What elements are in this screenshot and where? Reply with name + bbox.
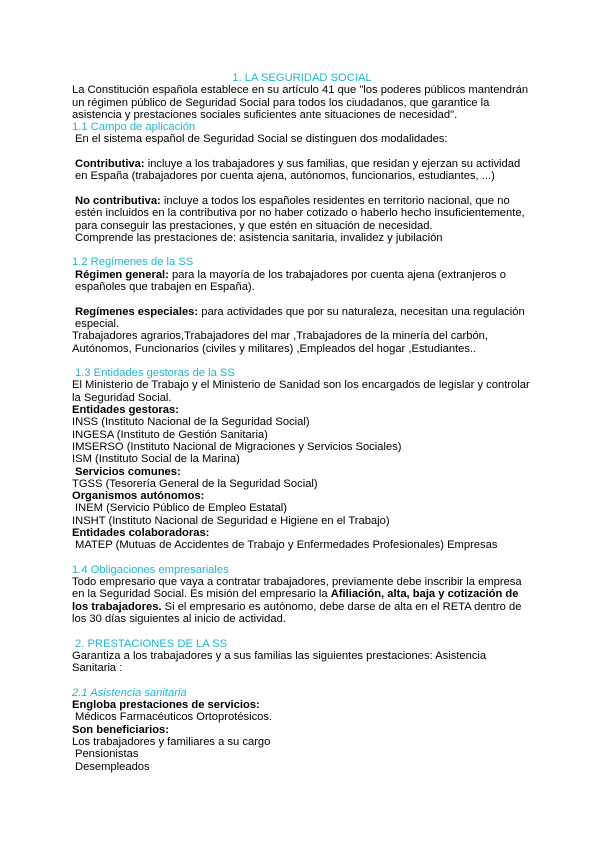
beneficiario-item: Desempleados <box>75 760 150 773</box>
document-title: 1. LA SEGURIDAD SOCIAL <box>232 72 372 84</box>
organismos-autonomos-label: Organismos autónomos: <box>72 490 205 503</box>
colaboradoras-item: MATEP (Mutuas de Accidentes de Trabajo y Enfermedades Profesionales) Empresas <box>75 539 498 552</box>
comprende-text: Comprende las prestaciones de: asistencia sanitaria, invalidez y jubilación <box>75 231 443 244</box>
contributiva-paragraph <box>72 158 532 183</box>
intro-paragraph: La Constitución española establece en su artículo 41 que "los poderes públicos mantendrán un régimen público de Seguridad Social para todos los ciudadanos, que garantice la asistencia y prestaciones sociales suficientes ante situaciones de necesidad". <box>72 84 529 121</box>
section-1-2-heading: 1.2 Regímenes de la SS <box>72 256 194 269</box>
gestora-item: ISM (Instituto Social de la Marina) <box>72 453 240 466</box>
document-page <box>72 72 532 773</box>
regimenes-especiales-label: Regímenes especiales: <box>75 305 199 318</box>
section-2-1-heading: 2.1 Asistencia sanitaria <box>72 686 187 699</box>
beneficiarios-label: Son beneficiarios: <box>72 723 169 736</box>
section-2-text: Garantiza a los trabajadores y a sus familias las siguientes prestaciones: Asistencia Sanitaria : <box>72 649 487 675</box>
no-contributiva-text: incluye a todos los españoles residentes en territorio nacional, que no estén incluidos en la contributiva por no haber cotizado o haberlo hecho insuficientemente, para conseguir las prestaciones, y que estén en situación de necesidad. <box>75 194 525 232</box>
servicios-comunes-label: Servicios comunes: <box>75 465 181 478</box>
no-contributiva-label: No contributiva: <box>75 194 161 207</box>
contributiva-label: Contributiva: <box>75 158 145 171</box>
gestoras-label: Entidades gestoras: <box>72 404 179 417</box>
contributiva-text: incluye a los trabajadores y sus familias, que residan y ejerzan su actividad en España (trabajadores por cuenta ajena, autónomos, funcionarios, estudiantes, ...) <box>75 158 521 183</box>
section-1-3-heading: 1.3 Entidades gestoras de la SS <box>75 367 235 380</box>
organismo-item: INSHT (Instituto Nacional de Seguridad e Higiene en el Trabajo) <box>72 514 390 527</box>
gestora-item: IMSERSO (Instituto Nacional de Migraciones y Servicios Sociales) <box>72 440 402 453</box>
entidades-colaboradoras-label: Entidades colaboradoras: <box>72 526 210 539</box>
regimen-general-text: para la mayoría de los trabajadores por cuenta ajena (extranjeros o españoles que trabajen en España). <box>75 268 506 294</box>
regimenes-especiales-text: para actividades que por su naturaleza, necesitan una regulación especial. <box>75 305 525 330</box>
section-1-1-heading: 1.1 Campo de aplicación <box>72 121 196 134</box>
section-1-4-heading: 1.4 Obligaciones empresariales <box>72 563 229 576</box>
engloba-item: Médicos Farmacéuticos Ortoprotésicos. <box>75 711 273 724</box>
section-1-1-text: En el sistema español de Seguridad Social se distinguen dos modalidades: <box>75 133 448 146</box>
section-2-heading: 2. PRESTACIONES DE LA SS <box>75 637 228 650</box>
beneficiario-item: Pensionistas <box>75 748 139 761</box>
obligaciones-text-1: Todo empresario que vaya a contratar trabajadores, previamente debe inscribir la empresa en la Seguridad Social. Es misión del empresario la <box>72 576 522 601</box>
gestora-item: INGESA (Instituto de Gestión Sanitaria) <box>72 428 268 441</box>
no-contributiva-paragraph <box>72 195 532 232</box>
servicios-comunes-item: TGSS (Tesorería General de la Seguridad Social) <box>72 477 318 490</box>
obligaciones-bold: Afiliación, alta, baja y cotización de los trabajadores. <box>72 588 519 613</box>
beneficiario-item: Los trabajadores y familiares a su cargo <box>72 736 271 749</box>
section-1-3-text: El Ministerio de Trabajo y el Ministerio de Sanidad son los encargados de legislar y controlar la Seguridad Social. <box>72 379 530 404</box>
regimenes-especiales-paragraph <box>72 306 532 331</box>
engloba-label: Engloba prestaciones de servicios: <box>72 699 260 712</box>
gestora-item: INSS (Instituto Nacional de la Seguridad Social) <box>72 416 310 429</box>
regimen-general-label: Régimen general: <box>75 268 169 281</box>
obligaciones-paragraph <box>72 576 532 625</box>
regimen-general-paragraph <box>72 269 532 294</box>
obligaciones-text-2: Si el empresario es autónomo, debe darse de alta en el RETA dentro de los 30 días siguientes al inicio de actividad. <box>72 600 522 626</box>
regimenes-list: Trabajadores agrarios,Trabajadores del mar ,Trabajadores de la minería del carbón, Autónomos, Funcionarios (civiles y militares) ,Empleados del hogar ,Estudiantes.. <box>72 330 489 355</box>
organismo-item: INEM (Servicio Público de Empleo Estatal) <box>75 502 288 515</box>
